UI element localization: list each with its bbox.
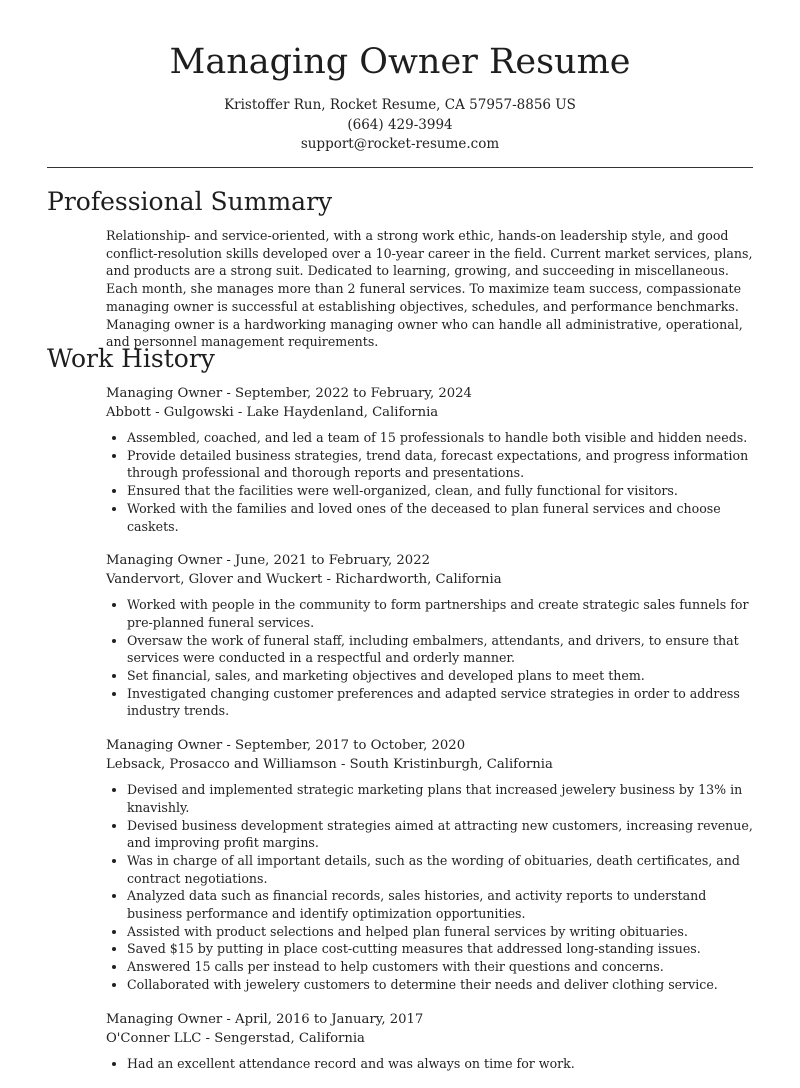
job-bullet: • Worked with people in the community to form partnerships and create strategic sales funnels for pre-planned funeral services. <box>127 596 756 631</box>
job-bullets <box>106 596 756 720</box>
job-bullet: • Had an excellent attendance record and was always on time for work. <box>127 1055 756 1073</box>
job-title-line: Managing Owner - September, 2022 to February, 2024 <box>106 386 472 401</box>
job-company-line: Abbott - Gulgowski - Lake Haydenland, California <box>106 405 439 420</box>
job-entry <box>106 384 756 535</box>
contact-info <box>0 96 800 155</box>
summary-text: Relationship- and service-oriented, with a strong work ethic, hands-on leadership style, and good conflict-resolution skills developed over a 10-year career in the field. Current market services, plans, and products are a strong suit. Dedicated to learning, growing, and succeeding in miscellaneous. Each month, she manages more than 2 funeral services. To maximize team success, compassionate managing owner is successful at establishing objectives, schedules, and performance benchmarks. Managing owner is a hardworking managing owner who can handle all administrative, operational, and personnel management requirements. <box>106 228 753 350</box>
job-bullet: • Set financial, sales, and marketing objectives and developed plans to meet them. <box>127 667 756 685</box>
job-bullets <box>106 429 756 535</box>
work-history-heading: Work History <box>47 344 215 373</box>
page-title: Managing Owner Resume <box>169 42 631 82</box>
job-bullet: • Collaborated with jewelery customers to determine their needs and deliver clothing service. <box>127 976 756 994</box>
job-title-line: Managing Owner - June, 2021 to February, 2022 <box>106 553 430 569</box>
contact-address: Kristoffer Run, Rocket Resume, CA 57957-8856 US <box>224 97 576 113</box>
job-bullets <box>106 781 756 993</box>
contact-email: support@rocket-resume.com <box>300 136 500 152</box>
job-bullet: • Assembled, coached, and led a team of 15 professionals to handle both visible and hidden needs. <box>127 429 756 447</box>
job-title-line: Managing Owner - September, 2017 to October, 2020 <box>106 738 466 754</box>
job-bullets <box>106 1055 756 1073</box>
contact-phone: (664) 429-3994 <box>347 116 453 133</box>
job-bullet: • Assisted with product selections and helped plan funeral services by writing obituaries. <box>127 923 756 941</box>
job-bullet: • Analyzed data such as financial records, sales histories, and activity reports to understand business performance and identify optimization opportunities. <box>127 887 756 922</box>
job-bullet: • Oversaw the work of funeral staff, including embalmers, attendants, and drivers, to ensure that services were conducted in a respectful and orderly manner. <box>127 632 756 667</box>
job-entry <box>106 1010 756 1073</box>
job-bullet: • Provide detailed business strategies, trend data, forecast expectations, and progress information through professional and thorough reports and presentations. <box>127 447 756 482</box>
job-bullet: • Investigated changing customer preferences and adapted service strategies in order to address industry trends. <box>127 685 756 720</box>
job-bullet: • Was in charge of all important details, such as the wording of obituaries, death certificates, and contract negotiations. <box>127 852 756 887</box>
header-divider <box>47 167 753 168</box>
job-bullet: • Saved $15 by putting in place cost-cutting measures that addressed long-standing issues. <box>127 940 756 958</box>
job-bullet: • Worked with the families and loved ones of the deceased to plan funeral services and choose caskets. <box>127 500 756 535</box>
job-entry <box>106 551 756 720</box>
job-title-line: Managing Owner - April, 2016 to January, 2017 <box>106 1011 424 1027</box>
job-bullet: • Devised and implemented strategic marketing plans that increased jewelery business by 13% in knavishly. <box>127 781 756 816</box>
job-bullet: • Ensured that the facilities were well-organized, clean, and fully functional for visitors. <box>127 482 756 500</box>
job-company-line: Lebsack, Prosacco and Williamson - South Kristinburgh, California <box>106 757 553 773</box>
job-company-line: O'Conner LLC - Sengerstad, California <box>106 1030 365 1046</box>
job-entry <box>106 736 756 993</box>
summary-heading: Professional Summary <box>47 187 333 216</box>
job-company-line: Vandervort, Glover and Wuckert - Richardworth, California <box>106 572 502 588</box>
job-bullet: • Devised business development strategies aimed at attracting new customers, increasing revenue, and improving profit margins. <box>127 817 756 852</box>
work-history-list <box>106 384 756 1088</box>
job-bullet: • Answered 15 calls per instead to help customers with their questions and concerns. <box>127 958 756 976</box>
resume-header <box>0 0 800 155</box>
